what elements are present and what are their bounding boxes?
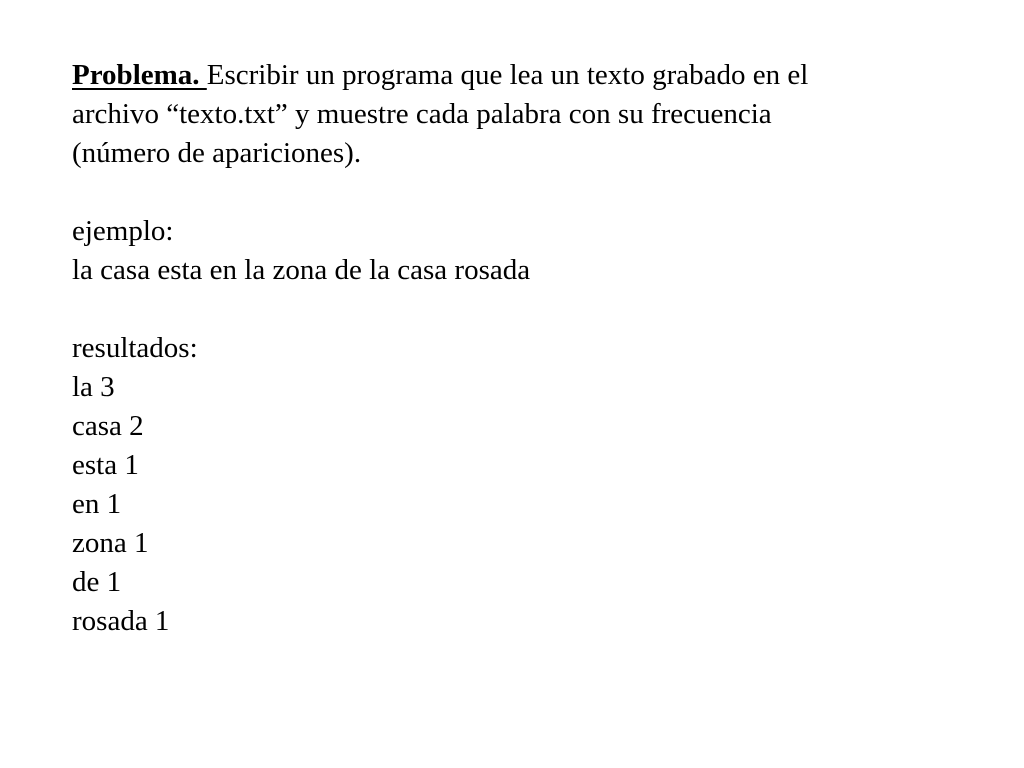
problem-text-line-2: archivo “texto.txt” y muestre cada palabra con su frecuencia	[72, 98, 772, 130]
example-text: la casa esta en la zona de la casa rosada	[72, 254, 531, 286]
result-item: esta 1	[72, 449, 139, 481]
result-item: zona 1	[72, 527, 149, 559]
problem-label: Problema.	[72, 59, 207, 91]
result-item: en 1	[72, 488, 122, 520]
result-item: casa 2	[72, 410, 144, 442]
results-heading: resultados:	[72, 332, 198, 364]
result-item: rosada 1	[72, 605, 170, 637]
spacer	[72, 290, 972, 329]
problem-text-line-1: Escribir un programa que lea un texto grabado en el	[206, 59, 809, 91]
problem-statement-line-1	[72, 56, 972, 95]
problem-text-line-3: (número de apariciones).	[72, 137, 362, 169]
result-item: la 3	[72, 371, 115, 403]
example-heading: ejemplo:	[72, 215, 174, 247]
spacer	[72, 173, 972, 212]
slide-content	[72, 56, 972, 641]
result-item: de 1	[72, 566, 122, 598]
